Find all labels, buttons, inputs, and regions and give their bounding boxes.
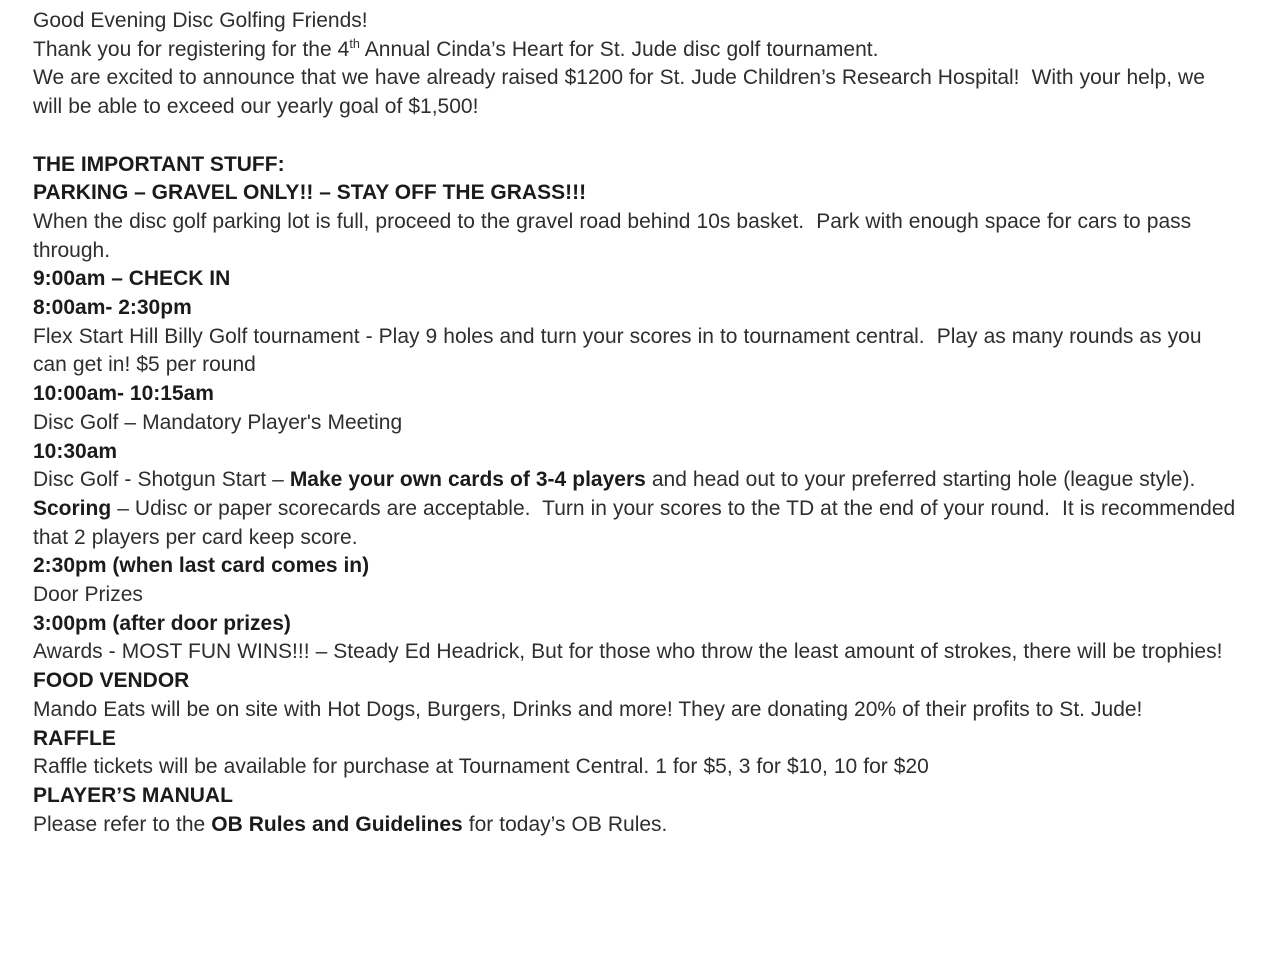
flexstart-body-text: Flex Start Hill Billy Golf tournament - Play 9 holes and turn your scores in to tournament central. Play as many rounds as you can get in! $5 per round xyxy=(33,324,1208,377)
awards-paragraph xyxy=(33,638,1240,667)
scoring-body-text: – Udisc or paper scorecards are acceptable. Turn in your scores to the TD at the end of your round. It is recommended that 2 players per card keep score. xyxy=(33,496,1242,549)
shotgun-pre-text: Disc Golf - Shotgun Start – xyxy=(33,468,290,492)
scoring-paragraph xyxy=(33,495,1240,552)
food-vendor-paragraph xyxy=(33,696,1240,725)
door-prizes-time-text: 2:30pm (when last card comes in) xyxy=(33,554,370,578)
players-meeting-time-text: 10:00am- 10:15am xyxy=(33,382,214,406)
manual-bold-text: OB Rules and Guidelines xyxy=(211,812,463,836)
flexstart-time-heading xyxy=(33,294,1240,323)
players-manual-heading-text: PLAYER’S MANUAL xyxy=(33,783,233,807)
parking-body-text: When the disc golf parking lot is full, proceed to the gravel road behind 10s basket. Park with enough space for cars to pass through. xyxy=(33,209,1198,262)
registration-thanks-line xyxy=(33,36,1240,65)
raffle-body-text: Raffle tickets will be available for purchase at Tournament Central. 1 for $5, 3 for $10, 10 for $20 xyxy=(33,755,929,779)
thanks-text-post: Annual Cinda’s Heart for St. Jude disc golf tournament. xyxy=(359,37,879,61)
fundraising-paragraph xyxy=(33,64,1240,121)
parking-heading-text: PARKING – GRAVEL ONLY!! – STAY OFF THE GRASS!!! xyxy=(33,181,587,205)
awards-time-text: 3:00pm (after door prizes) xyxy=(33,611,291,635)
checkin-heading-text: 9:00am – CHECK IN xyxy=(33,267,231,291)
raffle-heading xyxy=(33,725,1240,754)
parking-heading xyxy=(33,179,1240,208)
shotgun-post-text: and head out to your preferred starting hole (league style). xyxy=(645,468,1196,492)
ordinal-superscript: th xyxy=(349,36,360,51)
players-meeting-body-text: Disc Golf – Mandatory Player's Meeting xyxy=(33,410,403,434)
checkin-heading xyxy=(33,265,1240,294)
shotgun-start-time-heading xyxy=(33,438,1240,467)
raffle-heading-text: RAFFLE xyxy=(33,726,116,750)
fundraising-text: We are excited to announce that we have already raised $1200 for St. Jude Children’s Research Hospital! With your help, we will be able to exceed our yearly goal of $1,500! xyxy=(33,66,1211,119)
important-stuff-heading xyxy=(33,151,1240,180)
raffle-paragraph xyxy=(33,753,1240,782)
important-stuff-text: THE IMPORTANT STUFF: xyxy=(33,152,285,176)
door-prizes-time-heading xyxy=(33,552,1240,581)
door-prizes-body-text: Door Prizes xyxy=(33,583,143,607)
players-manual-heading xyxy=(33,782,1240,811)
food-vendor-heading xyxy=(33,667,1240,696)
shotgun-bold-text: Make your own cards of 3-4 players xyxy=(289,468,646,492)
food-vendor-body-text: Mando Eats will be on site with Hot Dogs, Burgers, Drinks and more! They are donating 20% of their profits to St. Jude! xyxy=(33,697,1143,721)
manual-pre-text: Please refer to the xyxy=(33,812,212,836)
flexstart-time-text: 8:00am- 2:30pm xyxy=(33,296,192,320)
food-vendor-heading-text: FOOD VENDOR xyxy=(33,669,190,693)
awards-body-text: Awards - MOST FUN WINS!!! – Steady Ed Headrick, But for those who throw the least amount of strokes, there will be trophies! xyxy=(33,640,1223,664)
awards-time-heading xyxy=(33,610,1240,639)
players-meeting-time-heading xyxy=(33,380,1240,409)
greeting-line xyxy=(33,7,1240,36)
greeting-text: Good Evening Disc Golfing Friends! xyxy=(33,9,368,32)
scoring-label-text: Scoring xyxy=(33,496,112,520)
door-prizes-paragraph xyxy=(33,581,1240,610)
parking-paragraph xyxy=(33,208,1240,265)
flexstart-paragraph xyxy=(33,323,1240,380)
thanks-text-pre: Thank you for registering for the 4 xyxy=(33,37,350,61)
players-meeting-paragraph xyxy=(33,409,1240,438)
manual-post-text: for today’s OB Rules. xyxy=(462,812,668,836)
shotgun-start-paragraph xyxy=(33,466,1240,495)
shotgun-start-time-text: 10:30am xyxy=(33,439,118,463)
players-manual-paragraph xyxy=(33,811,1240,840)
